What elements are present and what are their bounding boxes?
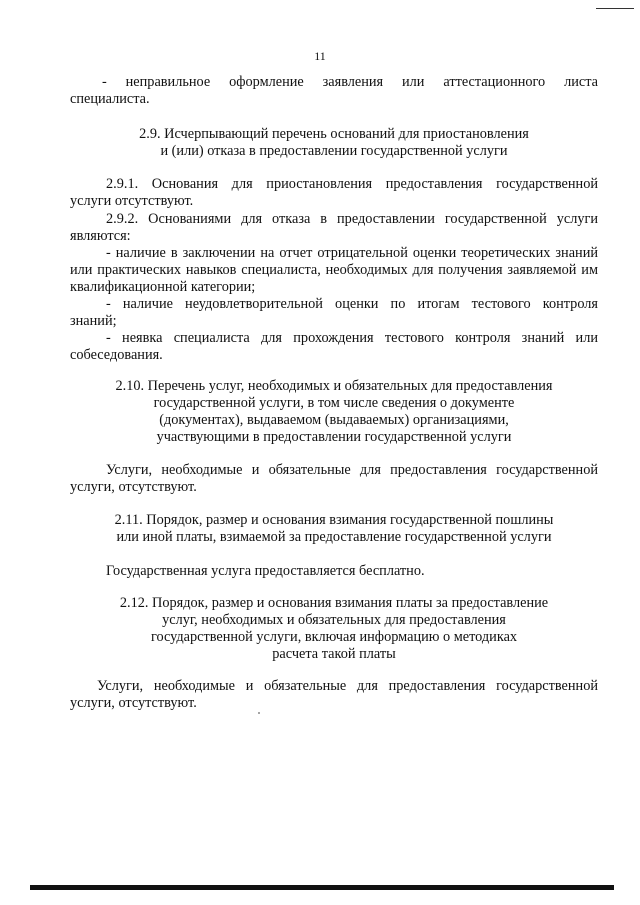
text-line: - неявка специалиста для прохождения тестового контроля знаний или bbox=[106, 330, 598, 346]
section-heading-line: услуг, необходимых и обязательных для предоставления bbox=[162, 612, 506, 628]
section-heading-line: и (или) отказа в предоставлении государственной услуги bbox=[160, 143, 508, 159]
page-number: 11 bbox=[314, 49, 326, 63]
scan-speck bbox=[258, 712, 260, 714]
text-line: являются: bbox=[70, 228, 131, 244]
section-heading-line: 2.9. Исчерпывающий перечень оснований для приостановления bbox=[139, 126, 529, 142]
section-heading-line: расчета такой платы bbox=[272, 646, 396, 662]
top-edge-rule bbox=[596, 8, 634, 9]
text-line: специалиста. bbox=[70, 91, 150, 107]
text-line: услуги отсутствуют. bbox=[70, 193, 194, 209]
text-line: 2.9.1. Основания для приостановления предоставления государственной bbox=[106, 176, 598, 192]
text-line: квалификационной категории; bbox=[70, 279, 256, 295]
text-line: или практических навыков специалиста, необходимых для получения заявляемой им bbox=[70, 262, 598, 278]
text-line: - неправильное оформление заявления или аттестационного листа bbox=[102, 74, 598, 90]
section-heading-line: участвующими в предоставлении государственной услуги bbox=[156, 429, 512, 445]
section-heading-line: 2.12. Порядок, размер и основания взимания платы за предоставление bbox=[119, 595, 549, 611]
section-heading-line: государственной услуги, включая информацию о методиках bbox=[150, 629, 518, 645]
section-heading-line: государственной услуги, в том числе сведения о документе bbox=[153, 395, 515, 411]
bottom-edge-rule bbox=[30, 885, 614, 890]
text-line: - наличие неудовлетворительной оценки по итогам тестового контроля bbox=[106, 296, 598, 312]
section-heading-line: (документах), выдаваемом (выдаваемых) организациями, bbox=[159, 412, 509, 428]
text-line: 2.9.2. Основаниями для отказа в предоставлении государственной услуги bbox=[106, 211, 598, 227]
section-heading-line: 2.10. Перечень услуг, необходимых и обязательных для предоставления bbox=[115, 378, 553, 394]
text-line: знаний; bbox=[70, 313, 117, 329]
text-line: - наличие в заключении на отчет отрицательной оценки теоретических знаний bbox=[106, 245, 598, 261]
text-line: Услуги, необходимые и обязательные для предоставления государственной bbox=[97, 678, 598, 694]
text-line: услуги, отсутствуют. bbox=[70, 479, 197, 495]
text-line: Услуги, необходимые и обязательные для предоставления государственной bbox=[106, 462, 598, 478]
text-line: Государственная услуга предоставляется бесплатно. bbox=[106, 563, 425, 579]
section-heading-line: 2.11. Порядок, размер и основания взимания государственной пошлины bbox=[114, 512, 554, 528]
text-line: собеседования. bbox=[70, 347, 163, 363]
section-heading-line: или иной платы, взимаемой за предоставление государственной услуги bbox=[116, 529, 552, 545]
text-line: услуги, отсутствуют. bbox=[70, 695, 197, 711]
